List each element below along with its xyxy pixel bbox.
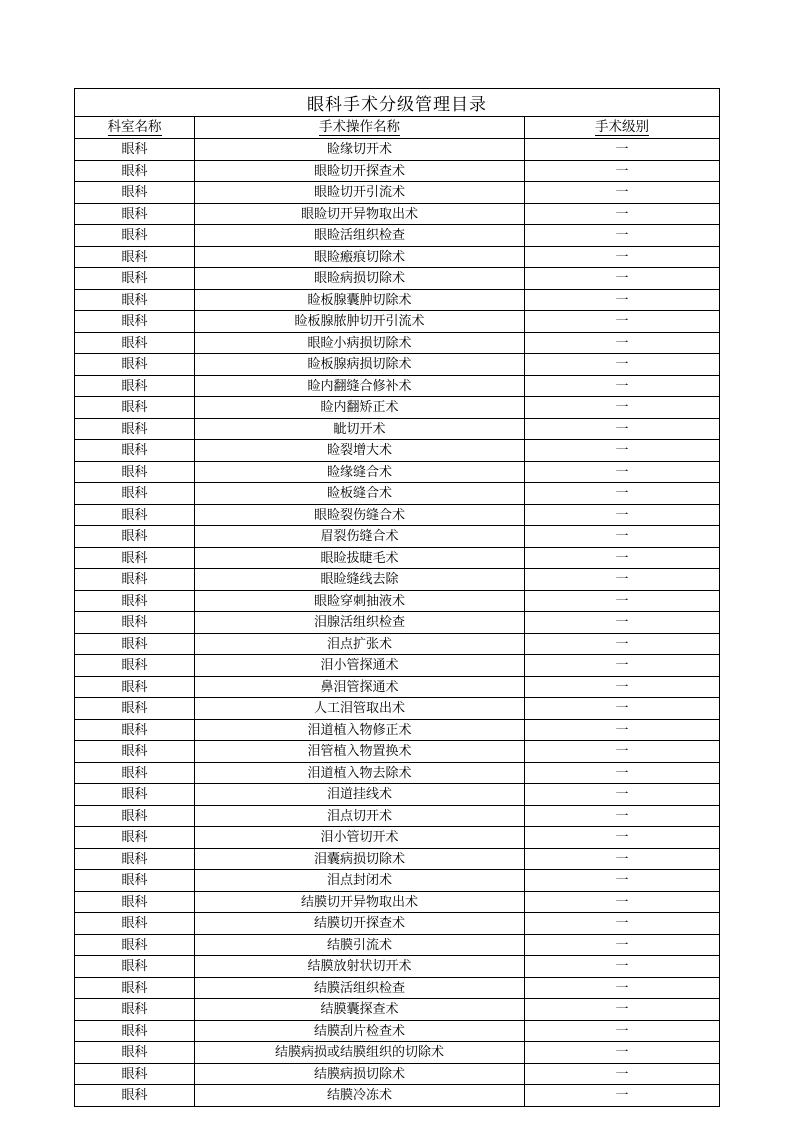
cell-dept: 眼科 <box>75 418 195 440</box>
cell-dept: 眼科 <box>75 655 195 677</box>
cell-level: 一 <box>525 311 720 333</box>
table-row <box>75 977 720 999</box>
cell-operation: 结膜病损或结膜组织的切除术 <box>195 1042 525 1064</box>
table-row <box>75 268 720 290</box>
cell-level: 一 <box>525 160 720 182</box>
cell-level: 一 <box>525 547 720 569</box>
cell-operation: 眼睑瘢痕切除术 <box>195 246 525 268</box>
cell-level: 一 <box>525 397 720 419</box>
cell-operation: 眼睑切开引流术 <box>195 182 525 204</box>
cell-level: 一 <box>525 504 720 526</box>
cell-dept: 眼科 <box>75 977 195 999</box>
cell-operation: 结膜引流术 <box>195 934 525 956</box>
cell-operation: 睑板腺脓肿切开引流术 <box>195 311 525 333</box>
cell-level: 一 <box>525 246 720 268</box>
cell-dept: 眼科 <box>75 784 195 806</box>
cell-level: 一 <box>525 1020 720 1042</box>
cell-level: 一 <box>525 698 720 720</box>
table-row <box>75 913 720 935</box>
cell-dept: 眼科 <box>75 719 195 741</box>
cell-dept: 眼科 <box>75 547 195 569</box>
cell-level: 一 <box>525 590 720 612</box>
column-header-dept-label: 科室名称 <box>107 119 162 134</box>
cell-level: 一 <box>525 805 720 827</box>
cell-operation: 睑板腺病损切除术 <box>195 354 525 376</box>
cell-dept: 眼科 <box>75 1042 195 1064</box>
cell-operation: 结膜活组织检查 <box>195 977 525 999</box>
cell-operation: 眼睑切开探查术 <box>195 160 525 182</box>
cell-operation: 睑内翻矫正术 <box>195 397 525 419</box>
cell-operation: 眦切开术 <box>195 418 525 440</box>
cell-operation: 睑缘缝合术 <box>195 461 525 483</box>
table-row <box>75 762 720 784</box>
table-row <box>75 784 720 806</box>
cell-level: 一 <box>525 483 720 505</box>
cell-level: 一 <box>525 676 720 698</box>
cell-operation: 结膜病损切除术 <box>195 1063 525 1085</box>
cell-operation: 泪道挂线术 <box>195 784 525 806</box>
cell-operation: 眼睑缝线去除 <box>195 569 525 591</box>
cell-dept: 眼科 <box>75 139 195 161</box>
table-row <box>75 827 720 849</box>
table-row <box>75 590 720 612</box>
cell-dept: 眼科 <box>75 311 195 333</box>
cell-dept: 眼科 <box>75 332 195 354</box>
table-row <box>75 418 720 440</box>
table-row <box>75 246 720 268</box>
table-row <box>75 870 720 892</box>
cell-level: 一 <box>525 719 720 741</box>
cell-level: 一 <box>525 182 720 204</box>
cell-operation: 睑裂增大术 <box>195 440 525 462</box>
cell-level: 一 <box>525 332 720 354</box>
cell-dept: 眼科 <box>75 934 195 956</box>
cell-dept: 眼科 <box>75 762 195 784</box>
cell-operation: 泪囊病损切除术 <box>195 848 525 870</box>
table-row <box>75 139 720 161</box>
table-row <box>75 203 720 225</box>
column-header-operation <box>195 117 525 139</box>
cell-level: 一 <box>525 139 720 161</box>
cell-dept: 眼科 <box>75 461 195 483</box>
cell-operation: 泪点扩张术 <box>195 633 525 655</box>
cell-operation: 眉裂伤缝合术 <box>195 526 525 548</box>
cell-dept: 眼科 <box>75 569 195 591</box>
cell-operation: 泪道植入物修正术 <box>195 719 525 741</box>
cell-dept: 眼科 <box>75 225 195 247</box>
table-row <box>75 547 720 569</box>
cell-operation: 眼睑切开异物取出术 <box>195 203 525 225</box>
cell-level: 一 <box>525 827 720 849</box>
cell-dept: 眼科 <box>75 397 195 419</box>
cell-dept: 眼科 <box>75 1020 195 1042</box>
cell-operation: 泪小管探通术 <box>195 655 525 677</box>
table-row <box>75 741 720 763</box>
cell-dept: 眼科 <box>75 633 195 655</box>
cell-dept: 眼科 <box>75 741 195 763</box>
cell-level: 一 <box>525 526 720 548</box>
column-header-dept <box>75 117 195 139</box>
cell-operation: 泪点切开术 <box>195 805 525 827</box>
cell-operation: 眼睑拔睫毛术 <box>195 547 525 569</box>
cell-operation: 眼睑活组织检查 <box>195 225 525 247</box>
cell-dept: 眼科 <box>75 526 195 548</box>
cell-level: 一 <box>525 461 720 483</box>
cell-dept: 眼科 <box>75 870 195 892</box>
table-row <box>75 440 720 462</box>
cell-level: 一 <box>525 956 720 978</box>
cell-operation: 结膜放射状切开术 <box>195 956 525 978</box>
cell-level: 一 <box>525 1085 720 1107</box>
header-row <box>75 117 720 139</box>
cell-level: 一 <box>525 375 720 397</box>
cell-dept: 眼科 <box>75 913 195 935</box>
cell-operation: 结膜冷冻术 <box>195 1085 525 1107</box>
table-row <box>75 719 720 741</box>
cell-dept: 眼科 <box>75 848 195 870</box>
table-row <box>75 332 720 354</box>
table-row <box>75 934 720 956</box>
cell-level: 一 <box>525 1063 720 1085</box>
column-header-level <box>525 117 720 139</box>
cell-level: 一 <box>525 784 720 806</box>
cell-operation: 泪道植入物去除术 <box>195 762 525 784</box>
cell-dept: 眼科 <box>75 375 195 397</box>
cell-level: 一 <box>525 354 720 376</box>
cell-dept: 眼科 <box>75 268 195 290</box>
table-row <box>75 1042 720 1064</box>
cell-level: 一 <box>525 655 720 677</box>
cell-dept: 眼科 <box>75 246 195 268</box>
table-row <box>75 612 720 634</box>
table-row <box>75 655 720 677</box>
cell-level: 一 <box>525 999 720 1021</box>
cell-operation: 人工泪管取出术 <box>195 698 525 720</box>
cell-operation: 睑缘切开术 <box>195 139 525 161</box>
cell-operation: 眼睑裂伤缝合术 <box>195 504 525 526</box>
table-row <box>75 397 720 419</box>
cell-level: 一 <box>525 1042 720 1064</box>
table-row <box>75 289 720 311</box>
title-row <box>75 89 720 117</box>
surgery-grading-table <box>74 88 720 1107</box>
cell-level: 一 <box>525 870 720 892</box>
cell-level: 一 <box>525 633 720 655</box>
cell-level: 一 <box>525 741 720 763</box>
column-header-level-label: 手术级别 <box>595 119 649 134</box>
cell-level: 一 <box>525 891 720 913</box>
cell-dept: 眼科 <box>75 891 195 913</box>
cell-level: 一 <box>525 569 720 591</box>
table-row <box>75 311 720 333</box>
cell-level: 一 <box>525 612 720 634</box>
cell-level: 一 <box>525 934 720 956</box>
table-row <box>75 182 720 204</box>
cell-level: 一 <box>525 440 720 462</box>
cell-operation: 结膜刮片检查术 <box>195 1020 525 1042</box>
table-row <box>75 526 720 548</box>
cell-dept: 眼科 <box>75 698 195 720</box>
cell-operation: 睑板腺囊肿切除术 <box>195 289 525 311</box>
table-row <box>75 354 720 376</box>
table-body <box>75 89 720 1107</box>
cell-operation: 眼睑病损切除术 <box>195 268 525 290</box>
table-row <box>75 160 720 182</box>
cell-dept: 眼科 <box>75 504 195 526</box>
table-row <box>75 676 720 698</box>
cell-dept: 眼科 <box>75 182 195 204</box>
table-row <box>75 375 720 397</box>
cell-dept: 眼科 <box>75 1085 195 1107</box>
table-row <box>75 805 720 827</box>
table-row <box>75 1063 720 1085</box>
cell-dept: 眼科 <box>75 612 195 634</box>
table-row <box>75 999 720 1021</box>
cell-dept: 眼科 <box>75 289 195 311</box>
cell-dept: 眼科 <box>75 483 195 505</box>
cell-dept: 眼科 <box>75 590 195 612</box>
cell-level: 一 <box>525 203 720 225</box>
cell-dept: 眼科 <box>75 354 195 376</box>
table-row <box>75 698 720 720</box>
table-row <box>75 956 720 978</box>
cell-operation: 鼻泪管探通术 <box>195 676 525 698</box>
table-row <box>75 633 720 655</box>
column-header-operation-label: 手术操作名称 <box>319 119 400 134</box>
cell-operation: 泪小管切开术 <box>195 827 525 849</box>
table-row <box>75 1085 720 1107</box>
cell-dept: 眼科 <box>75 203 195 225</box>
cell-level: 一 <box>525 225 720 247</box>
cell-operation: 泪点封闭术 <box>195 870 525 892</box>
cell-level: 一 <box>525 913 720 935</box>
page-title: 眼科手术分级管理目录 <box>75 89 720 117</box>
cell-level: 一 <box>525 418 720 440</box>
cell-level: 一 <box>525 762 720 784</box>
cell-operation: 睑板缝合术 <box>195 483 525 505</box>
cell-dept: 眼科 <box>75 676 195 698</box>
cell-operation: 结膜囊探查术 <box>195 999 525 1021</box>
table-row <box>75 483 720 505</box>
cell-operation: 泪管植入物置换术 <box>195 741 525 763</box>
table-row <box>75 1020 720 1042</box>
cell-dept: 眼科 <box>75 999 195 1021</box>
cell-operation: 睑内翻缝合修补术 <box>195 375 525 397</box>
cell-dept: 眼科 <box>75 956 195 978</box>
cell-dept: 眼科 <box>75 805 195 827</box>
table-row <box>75 891 720 913</box>
cell-dept: 眼科 <box>75 1063 195 1085</box>
cell-operation: 结膜切开异物取出术 <box>195 891 525 913</box>
cell-dept: 眼科 <box>75 160 195 182</box>
cell-operation: 眼睑穿刺抽液术 <box>195 590 525 612</box>
table-row <box>75 504 720 526</box>
cell-dept: 眼科 <box>75 827 195 849</box>
table-row <box>75 225 720 247</box>
cell-level: 一 <box>525 289 720 311</box>
cell-level: 一 <box>525 848 720 870</box>
cell-dept: 眼科 <box>75 440 195 462</box>
cell-level: 一 <box>525 268 720 290</box>
cell-operation: 泪腺活组织检查 <box>195 612 525 634</box>
cell-operation: 结膜切开探查术 <box>195 913 525 935</box>
cell-level: 一 <box>525 977 720 999</box>
table-row <box>75 461 720 483</box>
table-row <box>75 848 720 870</box>
cell-operation: 眼睑小病损切除术 <box>195 332 525 354</box>
table-row <box>75 569 720 591</box>
